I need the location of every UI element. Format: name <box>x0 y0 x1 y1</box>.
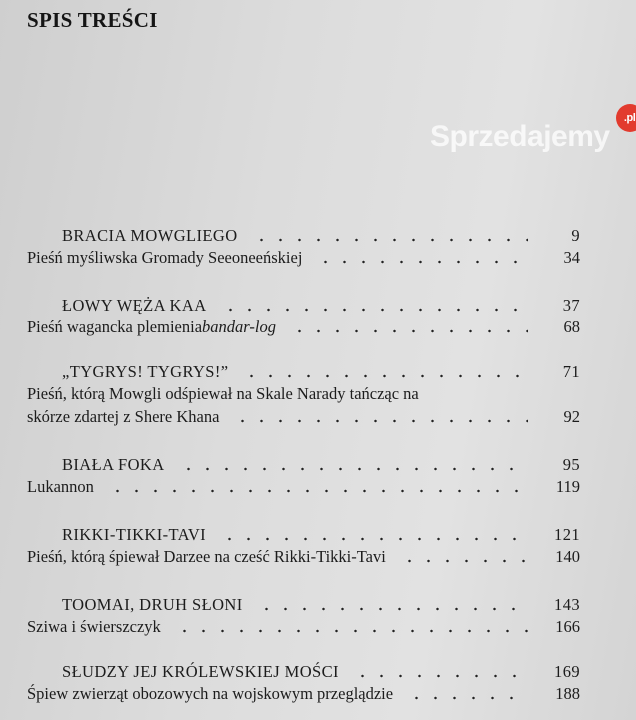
entry-title: Pieśń, którą Mowgli odśpiewał na Skale Narady tańcząc na <box>27 384 419 403</box>
page-number: 169 <box>554 662 580 681</box>
entry-title: Pieśń myśliwska Gromady Seeoneeńskiej <box>27 248 303 267</box>
page-number: 71 <box>562 362 580 381</box>
dot-leader <box>316 260 528 264</box>
dot-leader <box>290 329 528 333</box>
page-number: 140 <box>555 547 580 566</box>
toc-entry-heading <box>62 362 580 384</box>
page-number: 9 <box>571 226 580 245</box>
toc-entry-heading <box>62 226 580 248</box>
dot-leader <box>407 696 528 700</box>
entry-title: Sziwa i świerszczyk <box>27 617 161 636</box>
toc-entry-subtitle <box>27 248 580 270</box>
toc-entry-heading <box>62 595 580 617</box>
entry-title: „TYGRYS! TYGRYS!” <box>62 362 229 381</box>
page-number: 119 <box>555 477 580 496</box>
entry-title: SŁUDZY JEJ KRÓLEWSKIEJ MOŚCI <box>62 662 339 681</box>
entry-title: BRACIA MOWGLIEGO <box>62 226 238 245</box>
toc-entry-heading <box>62 662 580 684</box>
watermark <box>430 112 636 154</box>
toc-entry-subtitle <box>27 617 580 639</box>
page-number: 92 <box>563 407 580 426</box>
entry-title: RIKKI-TIKKI-TAVI <box>62 525 207 544</box>
dot-leader <box>221 308 528 312</box>
dot-leader <box>353 674 528 678</box>
page-number: 95 <box>562 455 580 474</box>
entry-title: TOOMAI, DRUH SŁONI <box>62 595 243 614</box>
entry-title: Pieśń, którą śpiewał Darzee na cześć Rikki-Tikki-Tavi <box>27 547 386 566</box>
dot-leader <box>179 467 528 471</box>
entry-title: Lukannon <box>27 477 94 496</box>
entry-title: Śpiew zwierząt obozowych na wojskowym przeglądzie <box>27 684 394 703</box>
toc-entry-subtitle <box>27 384 580 406</box>
watermark-badge: .pl <box>616 104 636 132</box>
entry-title: BIAŁA FOKA <box>62 455 165 474</box>
toc-entry-heading <box>62 525 580 547</box>
toc-entry-subtitle <box>27 407 580 429</box>
dot-leader <box>257 607 528 611</box>
entry-title-italic: bandar-log <box>202 317 276 336</box>
page-title: SPIS TREŚCI <box>27 8 158 32</box>
toc-entry-subtitle <box>27 684 580 706</box>
page-number: 37 <box>562 296 580 315</box>
page-number: 143 <box>554 595 580 614</box>
page-number: 34 <box>563 248 580 267</box>
toc-entry-subtitle <box>27 477 580 499</box>
entry-title: ŁOWY WĘŻA KAA <box>62 296 207 315</box>
page-number: 121 <box>554 525 580 544</box>
dot-leader <box>220 537 528 541</box>
dot-leader <box>252 238 528 242</box>
page-number: 188 <box>555 684 580 703</box>
dot-leader <box>400 559 528 563</box>
page-number: 68 <box>563 317 580 336</box>
dot-leader <box>233 419 528 423</box>
toc-entry-heading <box>62 296 580 318</box>
toc-entry-subtitle <box>27 317 580 339</box>
entry-title: skórze zdartej z Shere Khana <box>27 407 220 426</box>
dot-leader <box>242 374 528 378</box>
dot-leader <box>108 489 528 493</box>
page-number: 166 <box>555 617 580 636</box>
entry-title: Pieśń wagancka plemienia <box>27 317 203 336</box>
toc-entry-subtitle <box>27 547 580 569</box>
toc-entry-heading <box>62 455 580 477</box>
dot-leader <box>175 629 528 633</box>
watermark-text: Sprzedajemy <box>430 120 610 153</box>
